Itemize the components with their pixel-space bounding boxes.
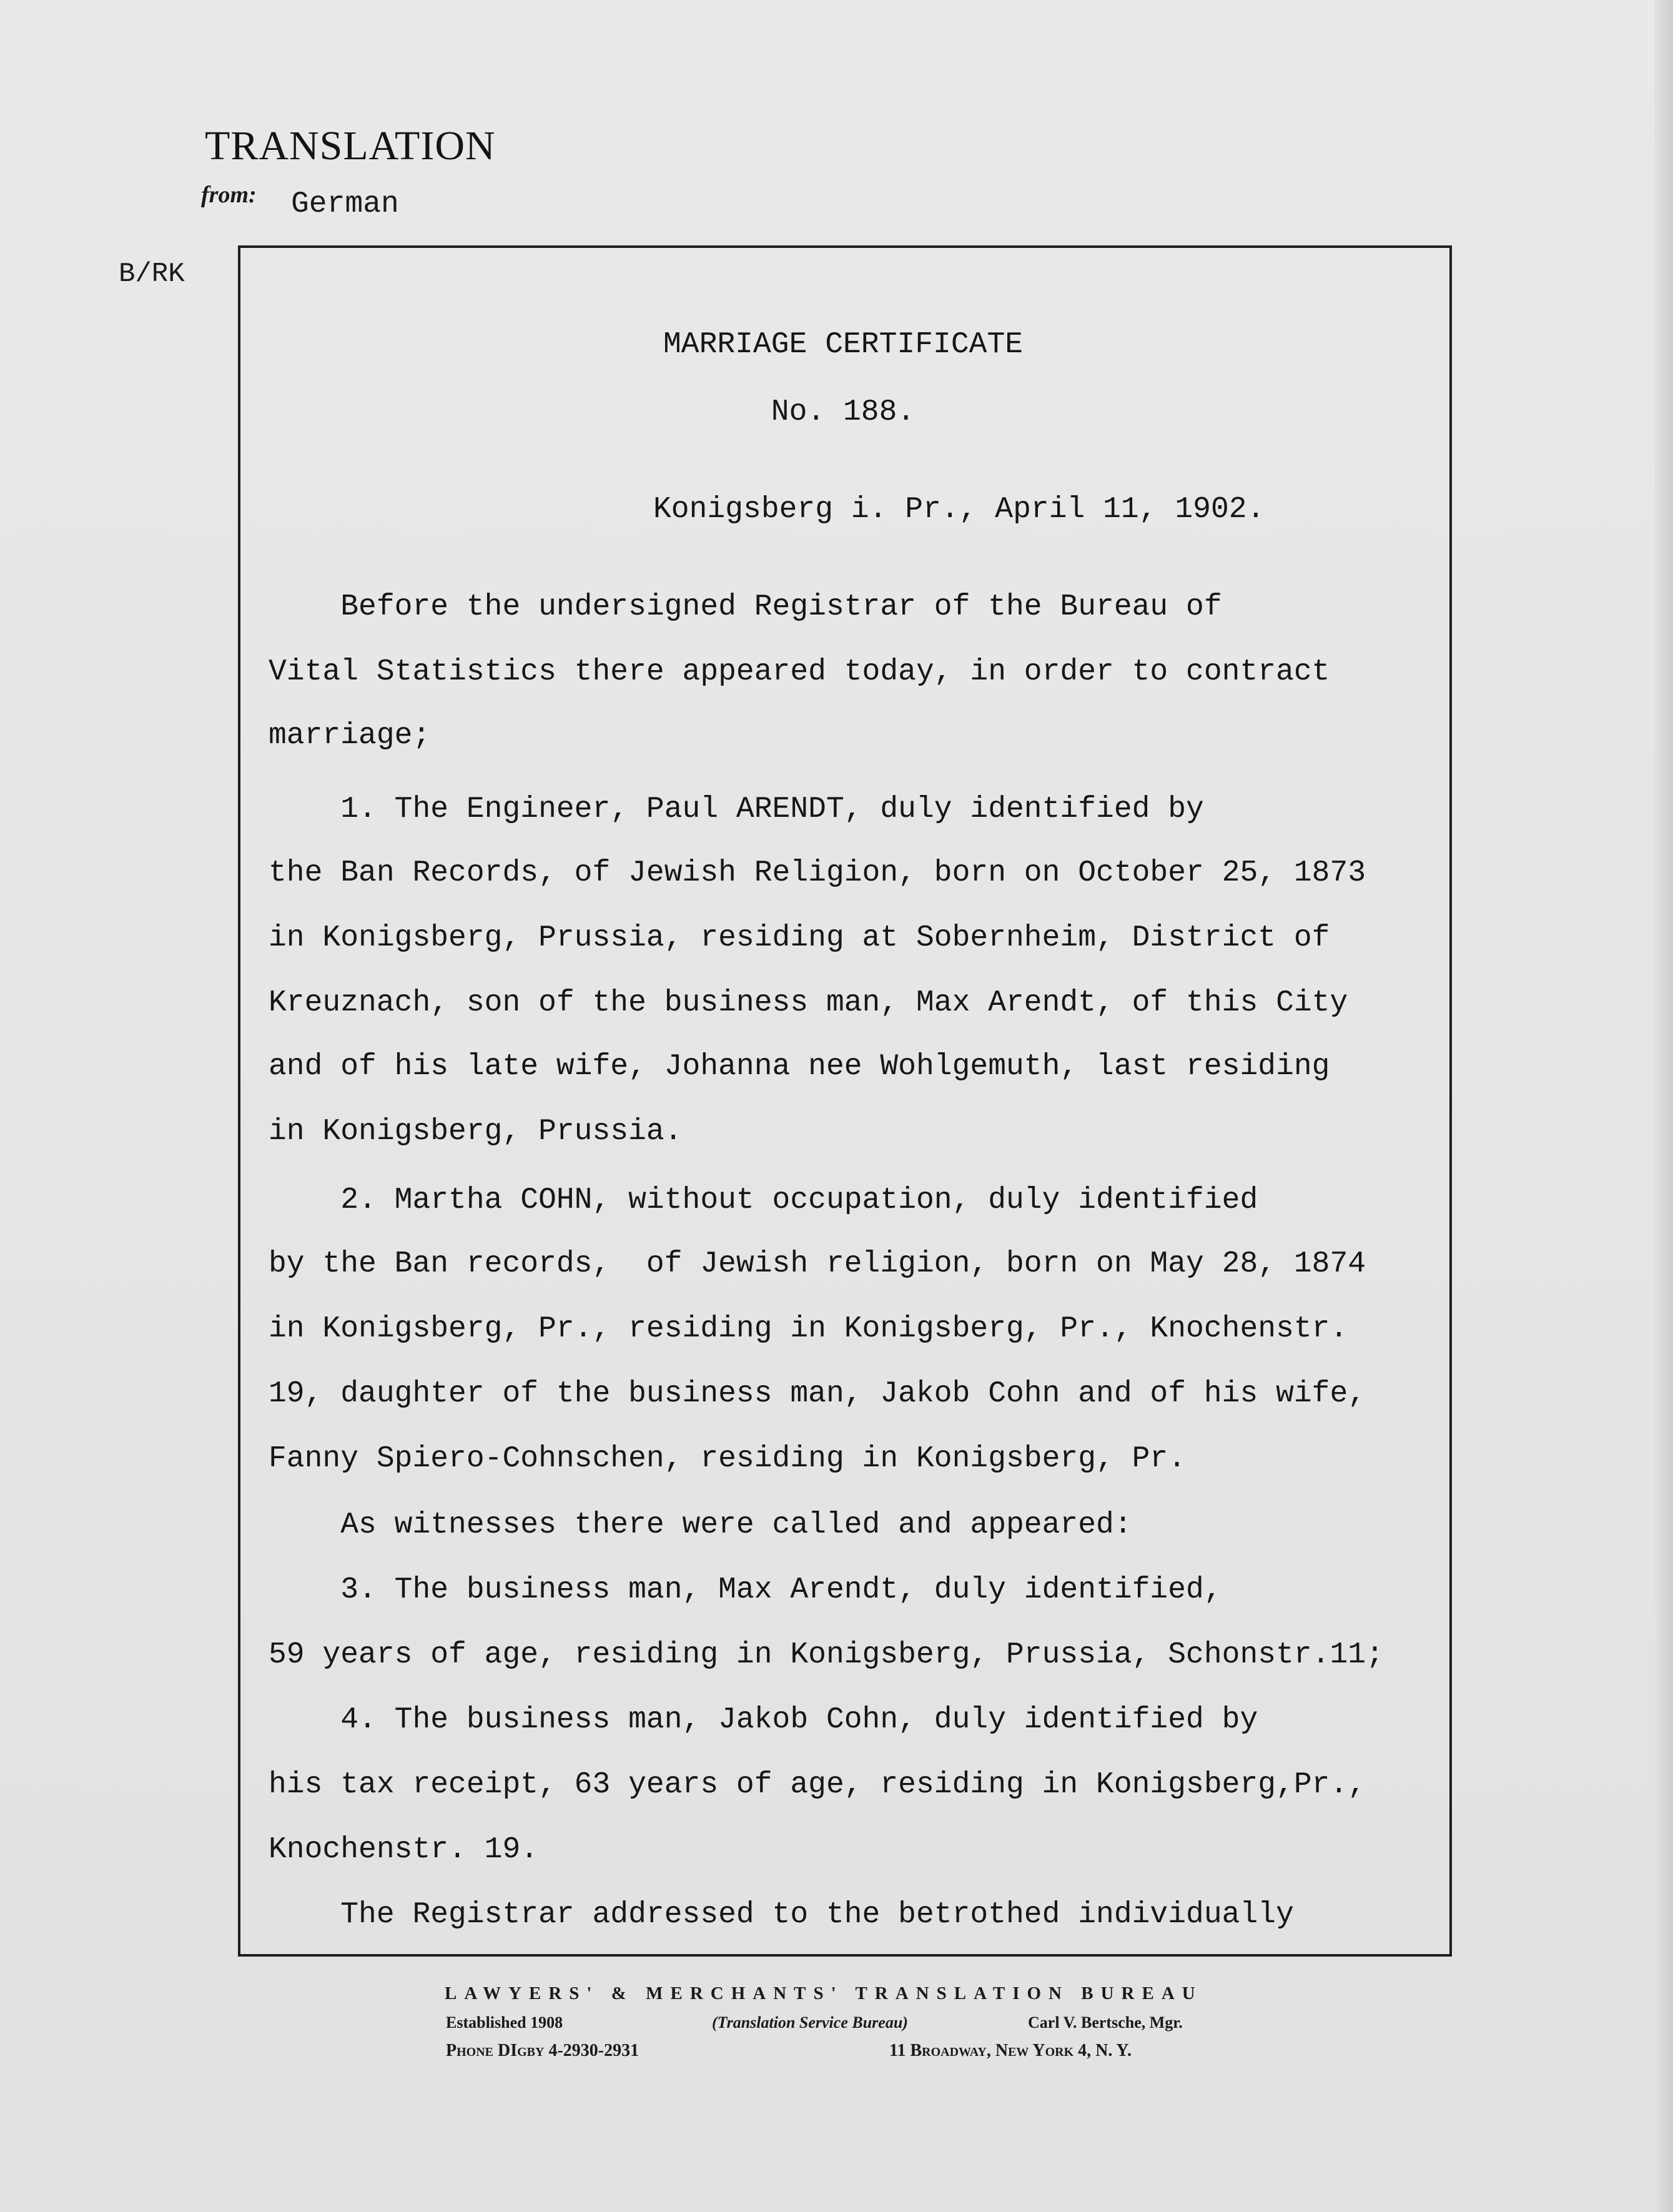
bureau-name: LAWYERS' & MERCHANTS' TRANSLATION BUREAU (445, 1983, 1203, 2003)
body-line: Knochenstr. 19. (269, 1833, 539, 1867)
body-line: The Registrar addressed to the betrothed individually (269, 1898, 1294, 1932)
body-line: by the Ban records, of Jewish religion, born on May 28, 1874 (269, 1247, 1366, 1281)
body-line: marriage; (269, 719, 431, 753)
page-edge (1654, 0, 1673, 2212)
body-line: 1. The Engineer, Paul ARENDT, duly identified by (269, 792, 1204, 826)
body-line: and of his late wife, Johanna nee Wohlgemuth, last residing (269, 1050, 1330, 1084)
body-line: Before the undersigned Registrar of the Bureau of (269, 590, 1222, 624)
body-line: his tax receipt, 63 years of age, residing in Konigsberg,Pr., (269, 1768, 1366, 1802)
source-language: German (291, 187, 399, 221)
from-label: from: (201, 182, 257, 208)
body-line: in Konigsberg, Prussia, residing at Sobernheim, District of (269, 921, 1330, 955)
body-line: 3. The business man, Max Arendt, duly identified, (269, 1573, 1222, 1607)
body-line: Fanny Spiero-Cohnschen, residing in Konigsberg, Pr. (269, 1442, 1187, 1476)
established-year: Established 1908 (446, 2013, 563, 2032)
body-line: in Konigsberg, Pr., residing in Konigsberg, Pr., Knochenstr. (269, 1312, 1348, 1346)
phone-number: Phone DIgby 4-2930-2931 (446, 2041, 639, 2060)
body-line: in Konigsberg, Prussia. (269, 1115, 683, 1148)
body-line: the Ban Records, of Jewish Religion, born on October 25, 1873 (269, 856, 1366, 890)
body-line: 59 years of age, residing in Konigsberg, Prussia, Schonstr.11; (269, 1638, 1384, 1672)
certificate-title: MARRIAGE CERTIFICATE (663, 328, 1024, 362)
body-line: 19, daughter of the business man, Jakob Cohn and of his wife, (269, 1377, 1366, 1411)
bureau-address: 11 Broadway, New York 4, N. Y. (889, 2041, 1132, 2060)
manager-name: Carl V. Bertsche, Mgr. (1028, 2013, 1183, 2032)
body-line: Vital Statistics there appeared today, in order to contract (269, 655, 1330, 689)
service-bureau: (Translation Service Bureau) (712, 2013, 908, 2032)
certificate-number: No. 188. (771, 395, 915, 429)
body-line: Kreuznach, son of the business man, Max Arendt, of this City (269, 986, 1348, 1020)
body-line: As witnesses there were called and appeared: (269, 1508, 1132, 1542)
body-line: 4. The business man, Jakob Cohn, duly identified by (269, 1703, 1258, 1737)
reference-initials: B/RK (119, 259, 185, 290)
place-and-date: Konigsberg i. Pr., April 11, 1902. (653, 493, 1265, 526)
body-line: 2. Martha COHN, without occupation, duly identified (269, 1183, 1258, 1217)
translation-heading: TRANSLATION (205, 123, 496, 169)
